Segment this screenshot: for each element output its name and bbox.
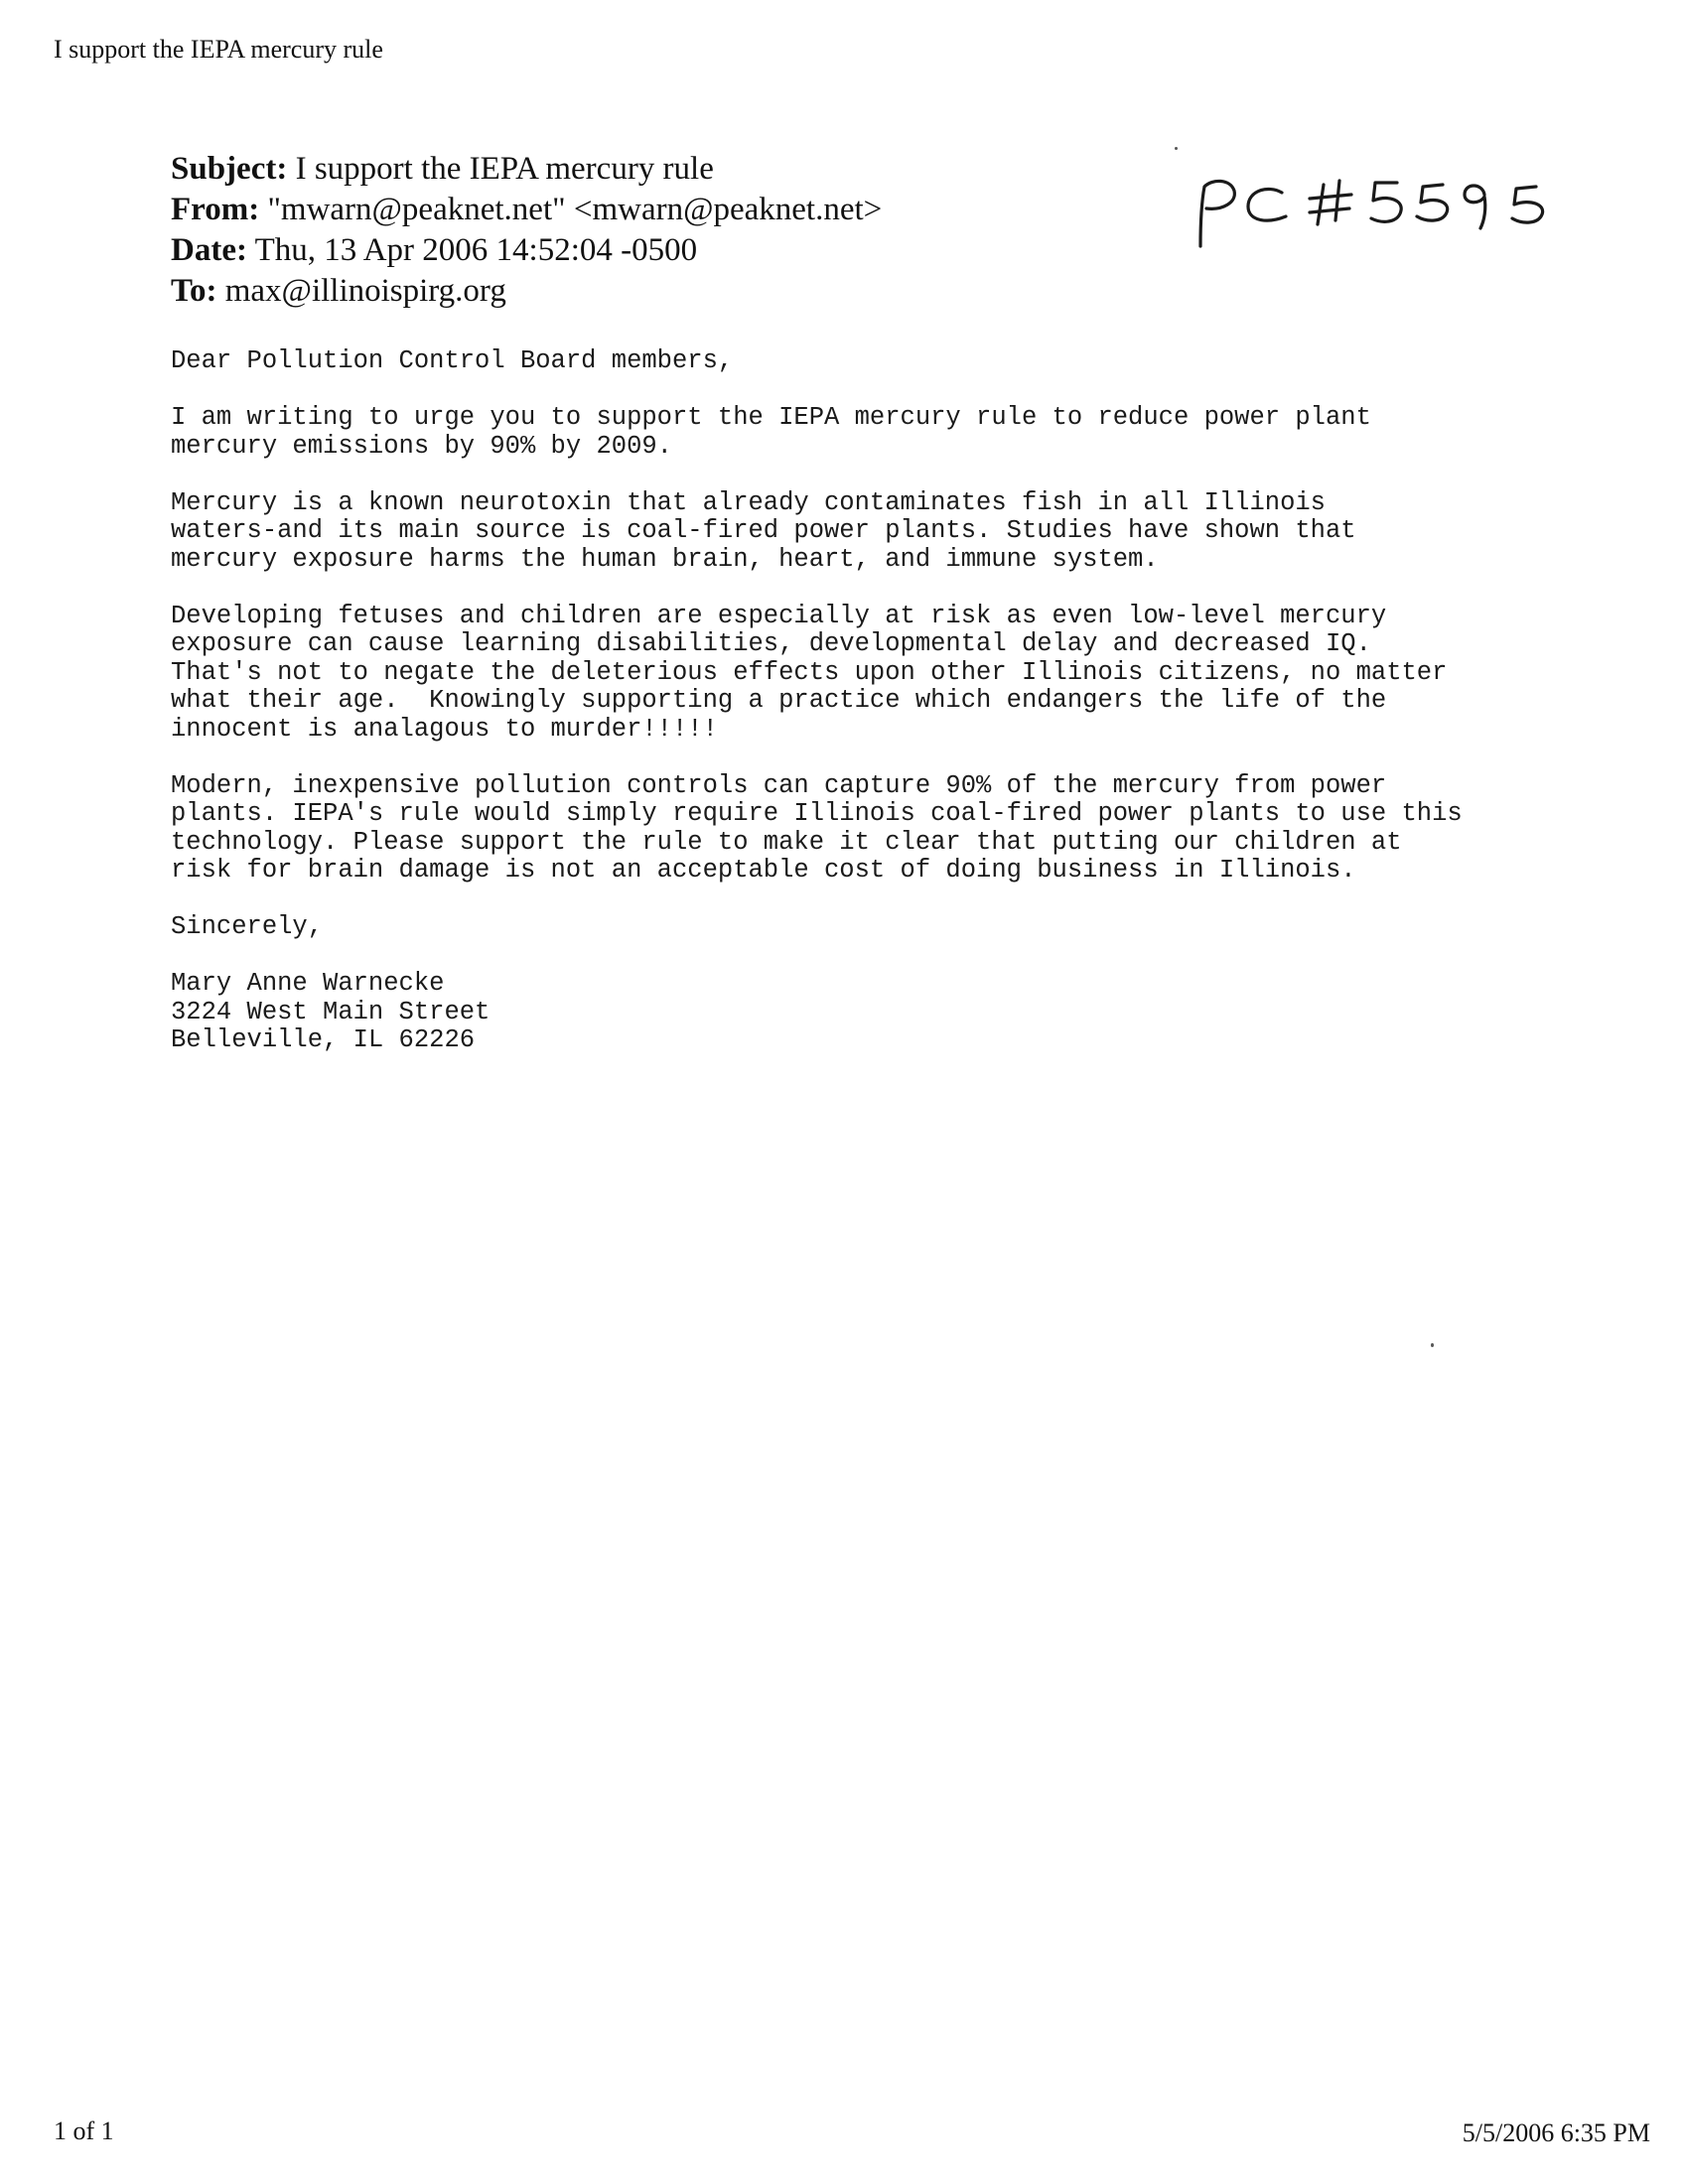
from-row — [171, 190, 882, 230]
body-line: That's not to negate the deleterious effects upon other Illinois citizens, no matter — [171, 657, 1448, 687]
subject-value: I support the IEPA mercury rule — [295, 151, 714, 187]
signature-street: 3224 West Main Street — [171, 997, 491, 1026]
scan-speck — [1431, 1343, 1434, 1347]
paragraph-4 — [171, 772, 1591, 886]
date-value: Thu, 13 Apr 2006 14:52:04 -0500 — [254, 232, 698, 268]
body-line: technology. Please support the rule to make it clear that putting our children at — [171, 827, 1402, 857]
body-line: plants. IEPA's rule would simply require Illinois coal-fired power plants to use this — [171, 799, 1463, 828]
body-line: mercury emissions by 90% by 2009. — [171, 431, 672, 461]
email-body — [171, 347, 1591, 1055]
email-headers — [171, 149, 882, 312]
print-timestamp: 5/5/2006 6:35 PM — [1462, 2118, 1650, 2147]
body-line: waters-and its main source is coal-fired power plants. Studies have shown that — [171, 516, 1356, 545]
to-value: max@illinoispirg.org — [224, 273, 506, 309]
subject-row — [171, 149, 882, 190]
signature-name: Mary Anne Warnecke — [171, 969, 445, 998]
paragraph-3 — [171, 603, 1591, 745]
subject-label: Subject: — [171, 151, 288, 187]
closing — [171, 913, 1591, 942]
page-number: 1 of 1 — [54, 2116, 114, 2145]
to-row — [171, 271, 882, 312]
to-label: To: — [171, 273, 217, 309]
body-line: Mercury is a known neurotoxin that already contaminates fish in all Illinois — [171, 487, 1326, 517]
body-line: I am writing to urge you to support the IEPA mercury rule to reduce power plant — [171, 403, 1371, 432]
greeting-line: Dear Pollution Control Board members, — [171, 346, 734, 375]
from-label: From: — [171, 192, 260, 227]
scan-speck — [1175, 147, 1178, 150]
greeting — [171, 347, 1591, 376]
body-line: exposure can cause learning disabilities, developmental delay and decreased IQ. — [171, 629, 1371, 658]
body-line: risk for brain damage is not an acceptable cost of doing business in Illinois. — [171, 856, 1356, 885]
body-line: what their age. Knowingly supporting a practice which endangers the life of the — [171, 686, 1387, 715]
body-line: mercury exposure harms the human brain, heart, and immune system. — [171, 544, 1159, 574]
handwritten-stamp — [1187, 165, 1564, 254]
body-line: Modern, inexpensive pollution controls can capture 90% of the mercury from power — [171, 770, 1387, 800]
signature-block — [171, 970, 1591, 1055]
handwritten-stamp-drawing — [1187, 165, 1564, 254]
signature-city: Belleville, IL 62226 — [171, 1025, 476, 1054]
print-header-title: I support the IEPA mercury rule — [54, 35, 383, 64]
body-line: Developing fetuses and children are especially at risk as even low-level mercury — [171, 601, 1387, 630]
closing-line: Sincerely, — [171, 912, 324, 941]
stamp-text — [1187, 254, 1188, 255]
body-line: innocent is analagous to murder!!!!! — [171, 714, 718, 744]
paragraph-1 — [171, 404, 1591, 461]
paragraph-2 — [171, 489, 1591, 575]
from-value: "mwarn@peaknet.net" <mwarn@peaknet.net> — [267, 192, 883, 227]
date-label: Date: — [171, 232, 247, 268]
date-row — [171, 230, 882, 271]
